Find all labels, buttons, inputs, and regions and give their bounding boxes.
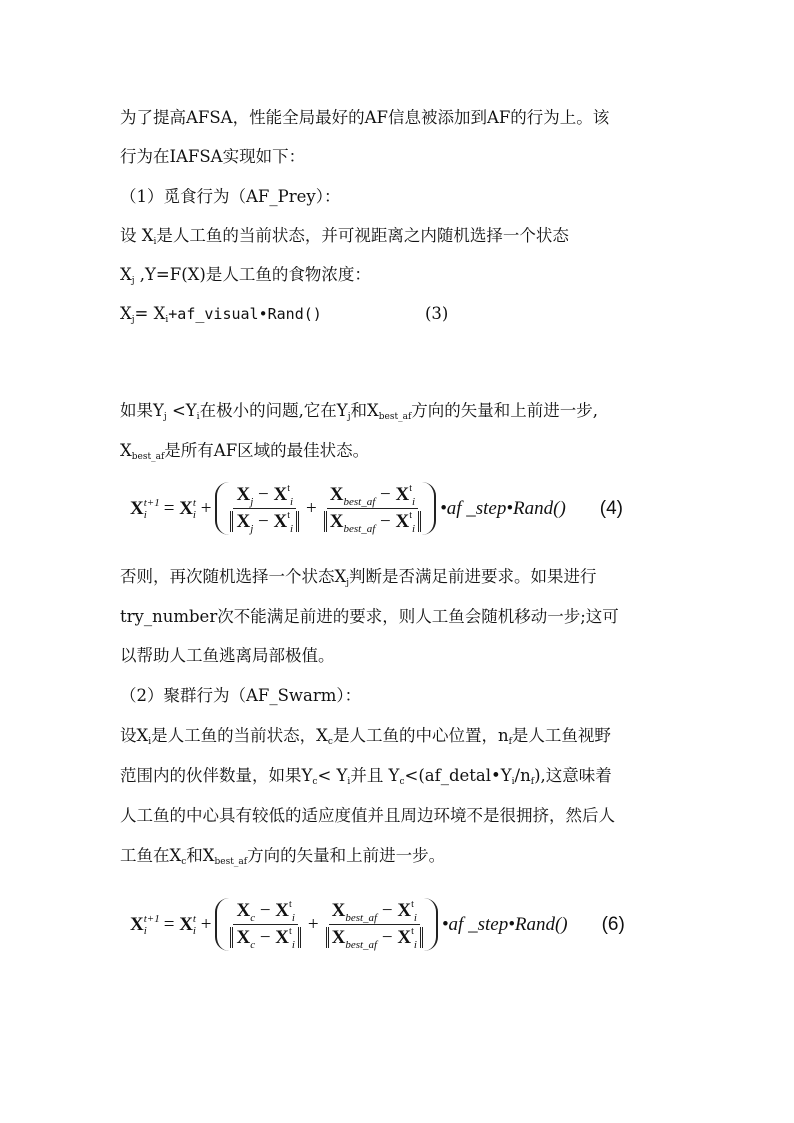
formula-4 (130, 482, 623, 535)
formula-text: X (395, 484, 410, 505)
formula-text: X (331, 927, 346, 948)
formula-text: i (291, 912, 295, 924)
formula-text: X (130, 913, 144, 935)
text: 范围内的伙伴数量，如果Y (120, 766, 313, 785)
text: <Y (166, 401, 197, 420)
text: 和X (350, 401, 379, 420)
text: 判断是否满足前进要求。如果进行 (349, 567, 597, 586)
formula-text: − (259, 927, 271, 948)
formula-text: t (411, 926, 414, 937)
paragraph-line (120, 845, 445, 867)
section-heading-prey (120, 186, 340, 208)
paragraph-line (120, 107, 609, 129)
formula-text: t (411, 899, 414, 910)
formula-text: X (397, 900, 412, 921)
formula-text: + (200, 497, 212, 519)
formula-text: c (250, 912, 256, 924)
subscript: i (153, 237, 157, 247)
equation-number: (6) (601, 913, 625, 935)
formula-text: t (289, 899, 292, 910)
fraction (323, 900, 426, 949)
text: 设 X (120, 226, 154, 245)
subscript: c (399, 777, 405, 787)
formula-text: X (275, 927, 290, 948)
section-heading-swarm (120, 685, 361, 707)
text: 在极小的问题,它在Y (199, 401, 348, 420)
paragraph-line (120, 725, 611, 747)
paragraph-line (120, 805, 615, 827)
subscript: i (148, 737, 152, 747)
formula-text: X (236, 511, 251, 532)
subscript: i (165, 315, 169, 325)
formula-text: i (291, 939, 295, 951)
formula-text: i (413, 912, 417, 924)
formula-text: t (192, 496, 196, 509)
formula-text: best_af (343, 523, 376, 535)
formula-text: •af _step•Rand() (440, 497, 566, 519)
subscript: c (181, 857, 187, 867)
formula-text: X (236, 927, 251, 948)
formula-6 (130, 898, 625, 951)
formula-text: i (192, 924, 196, 937)
formula-text: X (397, 927, 412, 948)
paragraph-line (120, 765, 612, 787)
formula-text: + (307, 913, 319, 935)
formula-text: t (289, 926, 292, 937)
formula-text: X (329, 484, 344, 505)
formula-text: i (289, 523, 294, 535)
formula-text: X (329, 511, 344, 532)
equation-3 (120, 303, 449, 325)
formula-text: •af _step•Rand() (441, 913, 568, 935)
paragraph-line (120, 566, 597, 588)
formula-text: i (143, 924, 147, 937)
text: 方向的矢量和上前进一步, (411, 401, 599, 420)
text: 工鱼在X (120, 846, 182, 865)
text: 方向的矢量和上前进一步。 (247, 846, 446, 865)
text: 如果Y (120, 401, 164, 420)
fraction (227, 900, 303, 949)
formula-text: − (380, 484, 391, 505)
paragraph-line (120, 645, 335, 667)
subscript: i (511, 777, 515, 787)
subscript: j (131, 315, 135, 325)
text: 设X (120, 726, 149, 745)
paragraph-line (120, 264, 371, 286)
subscript: i (347, 777, 351, 787)
subscript: j (346, 578, 350, 588)
text: 是人工鱼的当前状态，并可视距离之内随机选择一个状态 (156, 226, 569, 245)
formula-text: X (395, 511, 410, 532)
formula-text: i (412, 496, 416, 508)
formula-text: X (179, 497, 193, 519)
equation-number: (3) (425, 304, 449, 323)
equation-number: (4) (599, 497, 624, 519)
formula-text: − (259, 900, 271, 921)
fraction (227, 484, 302, 533)
subscript: f (508, 737, 512, 747)
formula-text: X (275, 900, 290, 921)
subscript: f (530, 777, 535, 787)
subscript: i (196, 412, 200, 422)
text: ,Y=F(X)是人工鱼的食物浓度： (134, 265, 371, 284)
formula-text: − (380, 511, 391, 532)
text: 以帮助人工鱼逃离局部极值。 (120, 646, 335, 665)
text: 人工鱼的中心具有较低的适应度值并且周边环境不是很拥挤，然后人 (120, 806, 615, 825)
formula-text: X (273, 511, 288, 532)
formula-text: t (409, 510, 413, 521)
formula-text: X (236, 484, 251, 505)
text: < Y (317, 766, 348, 785)
text: try_number次不能满足前进的要求，则人工鱼会随机移动一步;这可 (120, 607, 619, 626)
formula-text: t (287, 510, 290, 521)
text: 是人工鱼视野 (511, 726, 611, 745)
formula-text: best_af (345, 939, 378, 951)
formula-text: − (258, 484, 269, 505)
formula-text: X (179, 913, 193, 935)
formula-text: i (289, 496, 294, 508)
subscript: j (347, 412, 351, 422)
fraction (321, 484, 424, 533)
text: <(af_detal•Y (404, 766, 512, 785)
text: 并且 Y (350, 766, 400, 785)
paragraph-line (120, 400, 598, 422)
formula-text: = (163, 497, 175, 519)
formula-text: i (143, 508, 147, 521)
text: +af_visual•Rand() (168, 305, 322, 323)
text: 是人工鱼的中心位置，n (332, 726, 509, 745)
formula-text: i (412, 523, 416, 535)
formula-text: t (192, 912, 196, 925)
text: ),这意味着 (534, 766, 612, 785)
text: = X (134, 304, 166, 323)
text: X (120, 441, 132, 460)
paragraph-line (120, 606, 619, 628)
formula-text: + (200, 913, 212, 935)
formula-text: j (250, 523, 254, 535)
text: 行为在IAFSA实现如下： (120, 147, 306, 166)
text: 是人工鱼的当前状态，X (151, 726, 328, 745)
formula-text: − (381, 927, 393, 948)
subscript: j (163, 412, 167, 422)
text: X (120, 304, 132, 323)
formula-text: X (331, 900, 346, 921)
formula-parenthesis (215, 898, 437, 951)
formula-text: X (273, 484, 288, 505)
text: （2）聚群行为（AF_Swarm）： (120, 686, 362, 705)
text: X (120, 265, 132, 284)
paragraph-line (120, 440, 369, 462)
text: /n (514, 766, 531, 785)
paragraph-line (120, 225, 569, 247)
formula-text: t (287, 483, 290, 494)
formula-parenthesis (215, 482, 436, 535)
text: 为了提高AFSA，性能全局最好的AF信息被添加到AF的行为上。该 (120, 108, 610, 127)
formula-text: − (381, 900, 393, 921)
formula-text: best_af (343, 496, 376, 508)
subscript: best_af (214, 857, 248, 867)
formula-text: = (163, 913, 175, 935)
formula-text: best_af (345, 912, 378, 924)
text: 和X (186, 846, 215, 865)
text: 是所有AF区域的最佳状态。 (164, 441, 370, 460)
subscript: j (131, 276, 135, 286)
formula-text: X (236, 900, 251, 921)
formula-text: i (413, 939, 417, 951)
formula-text: t (409, 483, 413, 494)
formula-text: X (130, 497, 144, 519)
subscript: best_af (378, 412, 412, 422)
formula-text: t+1 (143, 912, 160, 925)
text: 否则，再次随机选择一个状态X (120, 567, 347, 586)
subscript: c (312, 777, 318, 787)
paragraph-line (120, 146, 305, 168)
formula-text: t+1 (143, 496, 160, 509)
formula-text: j (250, 496, 254, 508)
text: （1）觅食行为（AF_Prey）： (120, 187, 341, 206)
formula-text: + (306, 497, 317, 519)
formula-text: i (192, 508, 196, 521)
subscript: best_af (131, 452, 165, 462)
formula-text: − (258, 511, 269, 532)
formula-text: c (250, 939, 256, 951)
subscript: c (327, 737, 333, 747)
